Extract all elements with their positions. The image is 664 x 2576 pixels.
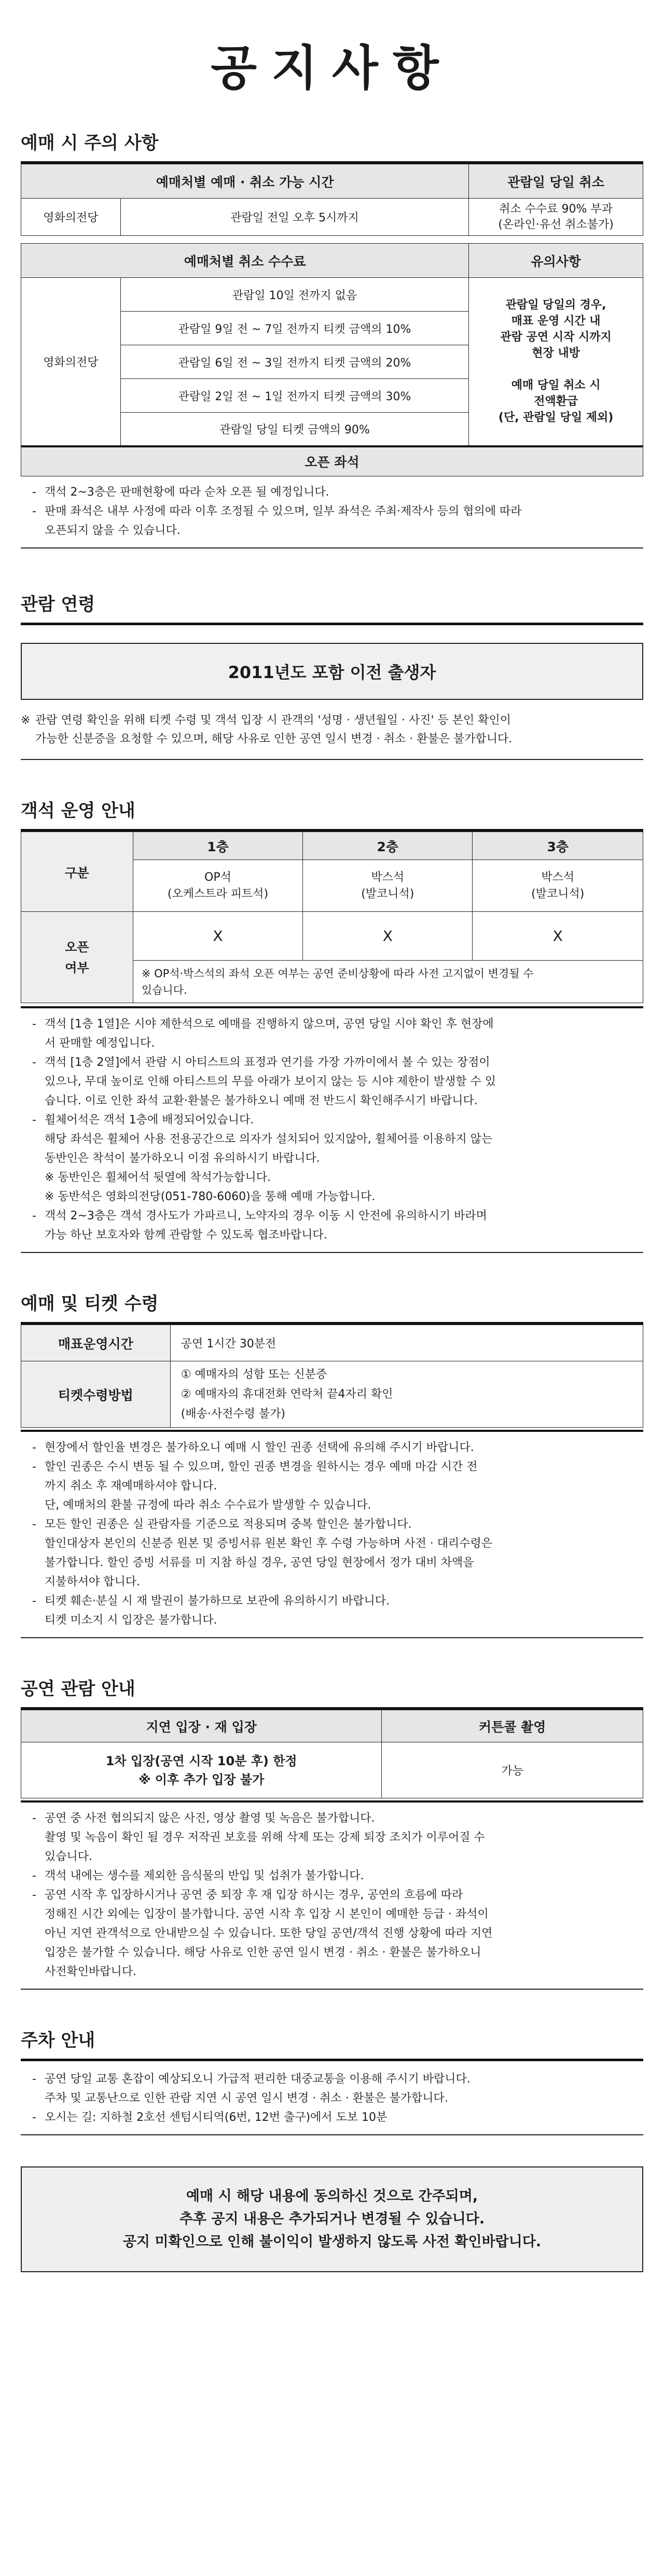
age-box: 2011년도 포함 이전 출생자 [21,643,643,700]
table-header: 지연 입장 · 재 입장 [21,1710,382,1742]
list-item: - 객석 내에는 생수를 제외한 음식물의 반입 및 섭취가 불가합니다. [32,1866,633,1885]
section-age [21,586,643,760]
fee-row: 관람일 10일 전까지 없음 [120,278,468,312]
open-label: 오픈 여부 [21,912,133,1003]
seat-type: 박스석 (발코니석) [473,860,643,912]
list-item: - 객석 [1층 1열]은 시야 제한석으로 예매를 진행하지 않으며, 공연 당일 시야 확인 후 현장에 서 판매할 예정입니다. [32,1015,633,1053]
table-header: 관람일 당일 취소 [469,164,643,199]
open-value: X [473,912,643,961]
parking-notes [21,2061,643,2134]
seat-table-note: ※ OP석·박스석의 좌석 오픈 여부는 공연 준비상황에 따라 사전 고지없이 변경될 수 있습니다. [133,961,643,1003]
open-seat-notes [21,476,643,547]
section-parking [21,2022,643,2135]
floor-header: 3층 [473,832,643,860]
floor-header: 2층 [303,832,473,860]
list-item: - 객석 2~3층은 객석 경사도가 가파르니, 노약자의 경우 이동 시 안전에 유의하시기 바라며 가능 하난 보호자와 함께 관람할 수 있도록 협조바랍니다. [32,1206,633,1245]
section-title: 예매 및 티켓 수령 [21,1285,643,1325]
performance-table [21,1710,643,1798]
section-performance [21,1670,643,1990]
late-entry-cell: 1차 입장(공연 시작 10분 후) 한정 ※ 이후 추가 입장 불가 [21,1742,382,1798]
section-ticket [21,1285,643,1638]
divider [21,2134,643,2135]
fee-row: 관람일 당일 티켓 금액의 90% [120,413,468,446]
curtain-call-cell: 가능 [382,1742,643,1798]
section-title: 주차 안내 [21,2022,643,2061]
floor-header: 1층 [133,832,302,860]
seat-notes [21,1006,643,1252]
list-item: - 오시는 길: 지하철 2호선 센텀시티역(6번, 12번 출구)에서 도보 10분 [32,2108,633,2127]
open-seat-header: 오픈 좌석 [21,446,643,476]
fee-row: 관람일 2일 전 ~ 1일 전까지 티켓 금액의 30% [120,379,468,413]
section-seat [21,792,643,1253]
section-title: 객석 운영 안내 [21,792,643,832]
table-header: 유의사항 [469,244,643,278]
seat-table [21,832,643,1003]
open-value: X [133,912,302,961]
col-label: 구분 [21,832,133,912]
list-item: - 현장에서 할인율 변경은 불가하오니 예매 시 할인 권종 선택에 유의해 주시기 바랍니다. [32,1438,633,1457]
venue-cell: 영화의전당 [21,278,121,446]
same-day-cell: 취소 수수료 90% 부과 (온라인·유선 취소불가) [469,199,643,236]
list-item: - 객석 2~3층은 판매현황에 따라 순차 오픈 될 예정입니다. [32,483,633,502]
table-header: 커튼콜 촬영 [382,1710,643,1742]
section-booking-caution [21,124,643,548]
age-note: ※ 관람 연령 확인을 위해 티켓 수령 및 객석 입장 시 관객의 '성명 · 생년월일 · 사진' 등 본인 확인이 가능한 신분증을 요청할 수 있으며, 해당 사유로 인한 공연 일시 변경 · 취소 · 환불은 불가합니다. [21,711,643,759]
page-title: 공지사항 [211,40,453,96]
divider [21,759,643,760]
divider [21,1637,643,1638]
cancel-fee-table [21,243,643,476]
table-header: 예매처별 취소 수수료 [21,244,469,278]
cancel-time-cell: 관람일 전일 오후 5시까지 [120,199,468,236]
list-item: - 공연 중 사전 협의되지 않은 사진, 영상 촬영 및 녹음은 불가합니다. 촬영 및 녹음이 확인 될 경우 저작권 보호를 위해 삭제 또는 강제 퇴장 조치가 이루어질 수 있습니다. [32,1809,633,1866]
row-label: 티켓수령방법 [21,1361,171,1428]
list-item: - 객석 [1층 2열]에서 관람 시 아티스트의 표정과 연기를 가장 가까이에서 볼 수 있는 장점이 있으나, 무대 높이로 인해 아티스트의 무릎 아래가 보이지 않는 등 시야 제한이 발생할 수 있 습니다. 이로 인한 좌석 교환·환불은 불가하오니 예매 전 반드시 확인해주시기 바랍니다. [32,1053,633,1110]
performance-notes [21,1800,643,1989]
row-label: 매표운영시간 [21,1325,171,1361]
venue-cell: 영화의전당 [21,199,121,236]
section-title: 예매 시 주의 사항 [21,124,643,164]
open-value: X [303,912,473,961]
list-item: - 티켓 훼손·분실 시 재 발권이 불가하므로 보관에 유의하시기 바랍니다. 티켓 미소지 시 입장은 불가합니다. [32,1592,633,1630]
seat-type: OP석 (오케스트라 피트석) [133,860,302,912]
divider [21,1989,643,1990]
section-title: 관람 연령 [21,586,643,625]
list-item: - 공연 시작 후 입장하시거나 공연 중 퇴장 후 재 입장 하시는 경우, 공연의 흐름에 따라 정해진 시간 외에는 입장이 불가합니다. 공연 시작 후 입장 시 본인이 예매한 등급 · 좌석이 아닌 지연 관객석으로 안내받으실 수 있습니다. 또한 당일 공연/객석 진행 상황에 따라 지연 입장은 불가할 수 있습니다. 해당 사유로 인한 공연 일시 변경 · 취소 · 환불은 불가하오니 사전확인바랍니다. [32,1885,633,1981]
fee-row: 관람일 9일 전 ~ 7일 전까지 티켓 금액의 10% [120,312,468,345]
list-item: - 공연 당일 교통 혼잡이 예상되오니 가급적 편리한 대중교통을 이용해 주시기 바랍니다. 주차 및 교통난으로 인한 관람 지연 시 공연 일시 변경 · 취소 · 환불은 불가합니다. [32,2070,633,2108]
list-item: - 휠체어석은 객석 1층에 배정되어있습니다. 해당 좌석은 휠체어 사용 전용공간으로 의자가 설치되어 있지않아, 휠체어를 이용하지 않는 동반인은 착석이 불가하오니 이점 유의하시기 바랍니다. ※ 동반인은 휠체어석 뒷열에 착석가능합니다. ※ 동반석은 영화의전당(051-780-6060)을 통해 예매 가능합니다. [32,1110,633,1206]
fee-row: 관람일 6일 전 ~ 3일 전까지 티켓 금액의 20% [120,345,468,379]
list-item: - 모든 할인 권종은 실 관람자를 기준으로 적용되며 중복 할인은 불가합니다. 할인대상자 본인의 신분증 원본 및 증빙서류 원본 확인 후 수령 가능하며 사전 · 대리수령은 불가합니다. 할인 증빙 서류를 미 지참 하실 경우, 공연 당일 현장에서 정가 대비 차액을 지불하셔야 합니다. [32,1515,633,1592]
ticket-notes [21,1430,643,1637]
ticket-table [21,1325,643,1428]
section-title: 공연 관람 안내 [21,1670,643,1710]
seat-type: 박스석 (발코니석) [303,860,473,912]
list-item: - 할인 권종은 수시 변동 될 수 있으며, 할인 권종 변경을 원하시는 경우 예매 마감 시간 전 까지 취소 후 재예매하셔야 합니다. 단, 예매처의 환불 규정에 따라 취소 수수료가 발생할 수 있습니다. [32,1457,633,1515]
booking-time-table [21,164,643,236]
final-notice: 예매 시 해당 내용에 동의하신 것으로 간주되며, 추후 공지 내용은 추가되거나 변경될 수 있습니다. 공지 미확인으로 인해 불이익이 발생하지 않도록 사전 확인바랍니다. [21,2166,643,2272]
divider [21,1252,643,1253]
divider [21,547,643,548]
table-header: 예매처별 예매 · 취소 가능 시간 [21,164,469,199]
caution-cell: 관람일 당일의 경우, 매표 운영 시간 내 관람 공연 시작 시까지 현장 내방 예매 당일 취소 시 전액환급 (단, 관람일 당일 제외) [469,278,643,446]
list-item: - 판매 좌석은 내부 사정에 따라 이후 조정될 수 있으며, 일부 좌석은 주최·제작사 등의 협의에 따라 오픈되지 않을 수 있습니다. [32,502,633,540]
row-value: 공연 1시간 30분전 [170,1325,643,1361]
row-value: ① 예매자의 성함 또는 신분증 ② 예매자의 휴대전화 연락처 끝4자리 확인 (배송·사전수령 불가) [170,1361,643,1428]
